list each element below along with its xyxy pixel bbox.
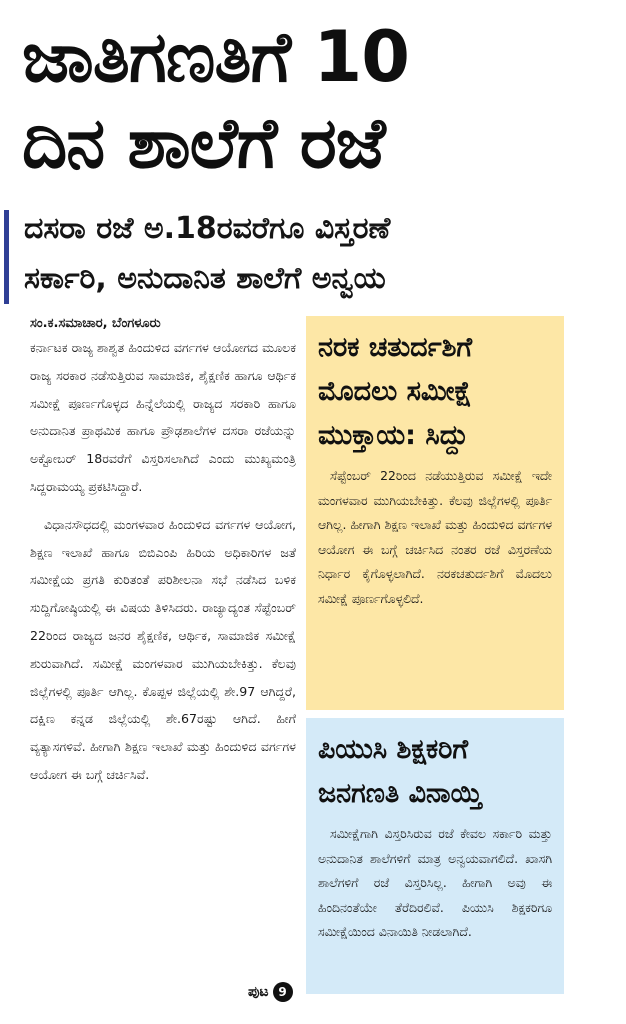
accent-bar [4,210,9,304]
sidebar-blue-text: ಸಮೀಕ್ಷೆಗಾಗಿ ವಿಸ್ತರಿಸಿರುವ ರಜೆ ಕೇವಲ ಸರ್ಕಾರಿ ಮತ್ತು ಅನುದಾನಿತ ಶಾಲೆಗಳಿಗೆ ಮಾತ್ರ ಅನ್ವಯವಾಗಲಿದೆ. ಖಾಸಗಿ ಶಾಲೆಗಳಿಗೆ ರಜೆ ವಿಸ್ತರಿಸಿಲ್ಲ. ಹೀಗಾಗಿ ಅವು ಈ ಹಿಂದಿನಂತೆಯೇ ತೆರೆದಿರಲಿವೆ. ಪಿಯುಸಿ ಶಿಕ್ಷಕರಿಗೂ ಸಮೀಕ್ಷೆಯಿಂದ ವಿನಾಯಿತಿ ನೀಡಲಾಗಿದೆ. [318,826,552,940]
article-body [30,314,296,1000]
sidebar-yellow-title-line-2: ಮೊದಲು ಸಮೀಕ್ಷೆ [318,376,472,407]
subheadline [4,204,604,310]
sidebar-yellow-title-line-3: ಮುಕ್ತಾಯ: ಸಿದ್ದು [318,420,469,451]
continued-on-page [248,982,293,1002]
sidebar-blue-title [318,728,552,816]
sidebar-blue-box [306,718,564,994]
sidebar-blue-title-line-1: ಪಿಯುಸಿ ಶಿಕ್ಷಕರಿಗೆ [318,734,469,765]
headline-line-1: ಜಾತಿಗಣತಿಗೆ 10 [22,16,409,98]
sidebar-yellow-title [318,326,552,458]
subheadline-line-1: ದಸರಾ ರಜೆ ಅ.18ರವರೆಗೂ ವಿಸ್ತರಣೆ [24,211,391,246]
continued-page-badge: 9 [273,982,293,1002]
sidebar-yellow-title-line-1: ನರಕ ಚತುರ್ದಶಿಗೆ [318,332,473,363]
article-paragraph-2: ವಿಧಾನಸೌಧದಲ್ಲಿ ಮಂಗಳವಾರ ಹಿಂದುಳಿದ ವರ್ಗಗಳ ಆಯೋಗ, ಶಿಕ್ಷಣ ಇಲಾಖೆ ಹಾಗೂ ಬಿಬಿಎಂಪಿ ಹಿರಿಯ ಅಧಿಕಾರಿಗಳ ಜತೆ ಸಮೀಕ್ಷೆಯ ಪ್ರಗತಿ ಕುರಿತಂತೆ ಪರಿಶೀಲನಾ ಸಭೆ ನಡೆಸಿದ ಬಳಿಕ ಸುದ್ದಿಗೋಷ್ಠಿಯಲ್ಲಿ ಈ ವಿಷಯ ತಿಳಿಸಿದರು. ರಾಜ್ಯಾದ್ಯಂತ ಸೆಪ್ಟೆಂಬರ್ 22ರಿಂದ ರಾಜ್ಯದ ಜನರ ಶೈಕ್ಷಣಿಕ, ಆರ್ಥಿಕ, ಸಾಮಾಜಿಕ ಸಮೀಕ್ಷೆ ಶುರುವಾಗಿದೆ. ಸಮೀಕ್ಷೆ ಮಂಗಳವಾರ ಮುಗಿಯಬೇಕಿತ್ತು. ಕೆಲವು ಜಿಲ್ಲೆಗಳಲ್ಲಿ ಪೂರ್ತಿ ಆಗಿಲ್ಲ. ಕೊಪ್ಪಳ ಜಿಲ್ಲೆಯಲ್ಲಿ ಶೇ.97 ಆಗಿದ್ದರೆ, ದಕ್ಷಿಣ ಕನ್ನಡ ಜಿಲ್ಲೆಯಲ್ಲಿ ಶೇ.67ರಷ್ಟು ಆಗಿದೆ. ಹೀಗೆ ವ್ಯತ್ಯಾಸಗಳಿವೆ. ಹೀಗಾಗಿ ಶಿಕ್ಷಣ ಇಲಾಖೆ ಮತ್ತು ಹಿಂದುಳಿದ ವರ್ಗಗಳ ಆಯೋಗ ಈ ಬಗ್ಗೆ ಚರ್ಚಿಸಿವೆ. [30,516,296,782]
sidebar-yellow-text: ಸೆಪ್ಟೆಂಬರ್ 22ರಿಂದ ನಡೆಯುತ್ತಿರುವ ಸಮೀಕ್ಷೆ ಇದೇ ಮಂಗಳವಾರ ಮುಗಿಯಬೇಕಿತ್ತು. ಕೆಲವು ಜಿಲ್ಲೆಗಳಲ್ಲಿ ಪೂರ್ತಿ ಆಗಿಲ್ಲ. ಹೀಗಾಗಿ ಶಿಕ್ಷಣ ಇಲಾಖೆ ಮತ್ತು ಹಿಂದುಳಿದ ವರ್ಗಗಳ ಆಯೋಗ ಈ ಬಗ್ಗೆ ಚರ್ಚಿಸಿದ ನಂತರ ರಜೆ ವಿಸ್ತರಣೆಯ ನಿರ್ಧಾರ ಕೈಗೊಳ್ಳಲಾಗಿದೆ. ನರಕಚತುರ್ದಶಿಗೆ ಮೊದಲು ಸಮೀಕ್ಷೆ ಪೂರ್ಣಗೊಳ್ಳಲಿದೆ. [318,468,552,606]
headline-line-2: ದಿನ ಶಾಲೆಗೆ ರಜೆ [22,102,385,184]
article-paragraph-1: ಕರ್ನಾಟಕ ರಾಜ್ಯ ಶಾಶ್ವತ ಹಿಂದುಳಿದ ವರ್ಗಗಳ ಆಯೋಗದ ಮೂಲಕ ರಾಜ್ಯ ಸರಕಾರ ನಡೆಸುತ್ತಿರುವ ಸಾಮಾಜಿಕ, ಶೈಕ್ಷಣಿಕ ಹಾಗೂ ಆರ್ಥಿಕ ಸಮೀಕ್ಷೆ ಪೂರ್ಣಗೊಳ್ಳದ ಹಿನ್ನೆಲೆಯಲ್ಲಿ ರಾಜ್ಯದ ಸರಕಾರಿ ಹಾಗೂ ಅನುದಾನಿತ ಪ್ರಾಥಮಿಕ ಹಾಗೂ ಪ್ರೌಢಶಾಲೆಗಳ ದಸರಾ ರಜೆಯನ್ನು ಅಕ್ಟೋಬರ್ 18ರವರೆಗೆ ವಿಸ್ತರಿಸಲಾಗಿದೆ ಎಂದು ಮುಖ್ಯಮಂತ್ರಿ ಸಿದ್ದರಾಮಯ್ಯ ಪ್ರಕಟಿಸಿದ್ದಾರೆ. [30,340,296,494]
sidebar-blue-title-line-2: ಜನಗಣತಿ ವಿನಾಯ್ತಿ [318,778,482,809]
subheadline-line-2: ಸರ್ಕಾರಿ, ಅನುದಾನಿತ ಶಾಲೆಗೆ ಅನ್ವಯ [24,261,386,296]
dateline: ಸಂ.ಕ.ಸಮಾಚಾರ, ಬೆಂಗಳೂರು [30,316,161,331]
sidebar-yellow-box [306,316,564,710]
continued-label: ಪುಟ [248,984,269,1000]
headline [22,14,612,186]
